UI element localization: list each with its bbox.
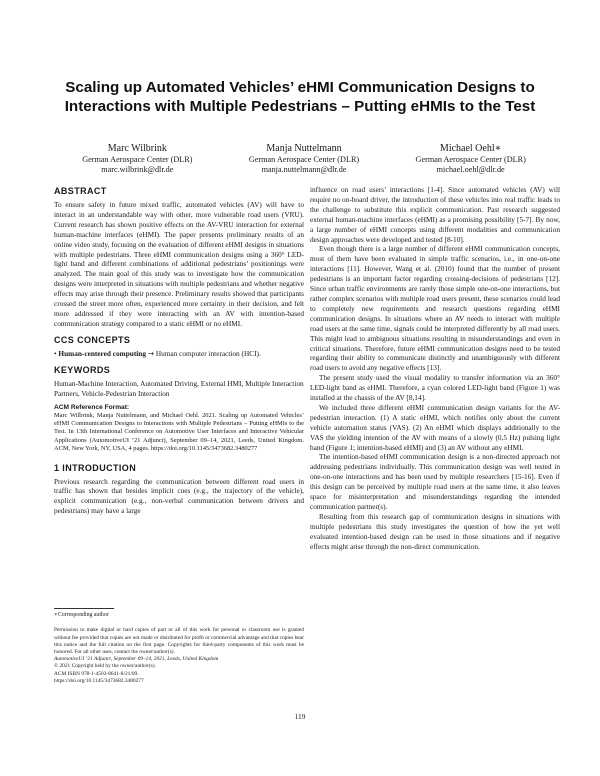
left-column xyxy=(54,186,304,516)
keywords-text: Human-Machine Interaction, Automated Driving, External HMI, Multiple Interaction Partners, Vehicle-Pedestrian Interaction xyxy=(54,378,304,398)
author-3 xyxy=(387,143,554,176)
author-name: Manja Nuttelmann xyxy=(266,143,342,154)
intro-paragraph-2: Even though there is a large number of different eHMI communication concepts, most of them have been evaluated in simple traffic scenarios, i.e., in one-on-one interactions [11]. However, Wang et al. (2010) found that the number of present pedestrians is an important factor regarding crossing-decisions of pedestrians [12]. Since urban traffic environments are rarely those simple one-on-one interactions, but rather complex scenarios with multiple road users present, these scenarios could lead to completely new requirements and research questions regarding eHMI communication designs. In situations where an AV needs to interact with multiple road users at the same time, signals could be interpreted differently by all road users. This might lead to ambiguous situations resulting in misunderstandings and even in critical situations. Therefore, future eHMI communication designs need to be tested regarding their ability to communicate distinctly and unambiguously with different road users to avoid any negative effects [13]. xyxy=(310,244,560,373)
author-email[interactable]: marc.wilbrink@dlr.de xyxy=(101,165,174,175)
author-name: Marc Wilbrink xyxy=(107,143,167,154)
intro-paragraph-5: The intention-based eHMI communication design is a non-directed approach not addressing pedestrians individually. This communication design was well tested in one-on-one interactions and has been used by multiple researchers [15-16]. Even if this design can be perceived by multiple road users at the same time, it also leaves space for misinterpretation and misunderstandings regarding the intended communication partner(s). xyxy=(310,452,560,511)
author-block xyxy=(54,143,554,176)
ccs-bullet: • xyxy=(54,348,57,358)
ccs-heading: CCS CONCEPTS xyxy=(54,334,131,345)
introduction-heading: 1 INTRODUCTION xyxy=(54,462,137,473)
author-affiliation: German Aerospace Center (DLR) xyxy=(248,155,360,164)
intro-paragraph-6: Resulting from this research gap of communication designs in situations with multiple pedestrians this study investigates the question of how the yet well evaluated intention-based design can be used in those situations and if negative effects might arise through the non-direct communication. xyxy=(310,511,560,551)
footnote-block xyxy=(54,608,304,685)
abstract-text: To ensure safety in future mixed traffic, automated vehicles (AV) will have to interact in an understandable way with other, more vulnerable road users (VRU). Current research has shown positive effects on the AV-VRU interaction for external human-machine interfaces (eHMI). The paper presents preliminary results of an online video study, focusing on the evaluation of different eHMI designs in situations with multiple pedestrians. Three eHMI communication designs using a 360° LED-light band and different combinations of additional pedestrians’ positionings were analyzed. The main goal of this study was to investigate how the communication designs were interpreted in situations with multiple pedestrians and whether negative effects may arise through their presence. Preliminary results showed that participants crossed the street more often, experienced more certainty in their decision, and felt more addressed if they were interacting with an AV with intention-based communication strategy compared to a static eHMI or no eHMI. xyxy=(54,200,304,328)
page-number: 119 xyxy=(294,712,306,721)
ccs-concepts xyxy=(54,349,304,359)
conference-line: AutomotiveUI ’21 Adjunct, September 09–14, 2021, Leeds, United Kingdom xyxy=(54,656,219,663)
author-email[interactable]: michael.oehl@dlr.de xyxy=(436,165,505,175)
intro-paragraph-1b: influence on road users’ interactions [1-4]. Since automated vehicles (AV) will require no on-board driver, the introduction of these vehicles into real traffic leads to the challenge to substitute this explicit communication. Past research suggested external human-machine interfaces (eHMI) as a promising possibility [5-7]. By now, a large number of eHMI concepts using different modalities and communication design approaches were developed and tested [8-10]. xyxy=(310,185,560,244)
footnote-rule xyxy=(54,608,114,609)
keywords-heading: KEYWORDS xyxy=(54,364,111,375)
right-column xyxy=(310,185,560,552)
ccs-arrow: → xyxy=(147,348,154,358)
reference-format-heading: ACM Reference Format: xyxy=(54,403,130,411)
paper-title: Scaling up Automated Vehicles’ eHMI Communication Designs to Interactions with Multiple Pedestrians – Putting eHMIs to the Test xyxy=(64,79,536,115)
copyright-line: © 2021 Copyright held by the owner/author(s). xyxy=(54,663,156,670)
ccs-rest: Human computer interaction (HCI). xyxy=(155,348,261,358)
author-2 xyxy=(221,143,388,176)
intro-paragraph-3: The present study used the visual modality to transfer information via an 360° LED-light band as eHMI. Therefore, a cyan colored LED-light band (Figure 1) was installed at the chassis of the AV [8,14]. xyxy=(310,373,560,403)
author-email[interactable]: manja.nuttelmann@dlr.de xyxy=(261,165,347,175)
isbn-line: ACM ISBN 978-1-4503-8641-8/21/09. xyxy=(54,670,139,677)
author-affiliation: German Aerospace Center (DLR) xyxy=(415,155,526,164)
ccs-concept: Human-centered computing xyxy=(58,348,147,358)
intro-paragraph-4: We included three different eHMI communication design variants for the AV-pedestrian interaction. (1) A static eHMI, which notifies only about the current vehicle automation status (VAS). (2) An eHMI which displays additionally to the VAS the yielding intention of the AV with means of a slowly (0,5 Hz) pulsing light band (Figure 1; intention-based eHMI) and (3) an AV without any eHMI. xyxy=(310,402,560,452)
doi-link[interactable]: https://doi.org/10.1145/3473682.3480277 xyxy=(54,677,144,684)
abstract-heading: ABSTRACT xyxy=(54,186,107,196)
author-name: Michael Oehl∗ xyxy=(439,143,502,154)
reference-format-text: Marc Wilbrink, Manja Nuttelmann, and Michael Oehl. 2021. Scaling up Automated Vehicles’ eHMI Communication Designs to Interactions with Multiple Pedestrians – Putting eHMIs to the Test. In 13th International Conference on Automotive User Interfaces and Interactive Vehicular Applications (AutomotiveUI ’21 Adjunct), September 09–14, 2021, Leeds, United Kingdom. ACM, New York, NY, USA, 4 pages. https://doi.org/10.1145/3473682.3480277 xyxy=(54,411,304,453)
permission-notice: Permission to make digital or hard copies of part or all of this work for personal or classroom use is granted without fee provided that copies are not made or distributed for profit or commercial advantage and that copies bear this notice and the full citation on the first page. Copyrights for third-party components of this work must be honored. For all other uses, contact the owner/author(s). xyxy=(54,627,304,656)
author-1 xyxy=(54,143,221,176)
author-affiliation: German Aerospace Center (DLR) xyxy=(82,155,193,164)
intro-paragraph-1a: Previous research regarding the communication between different road users in traffic has shown that besides implicit cues (e.g., the trajectory of the vehicle), explicit communication (e.g., non-verbal communication between drivers and pedestrians) may have a large xyxy=(54,476,304,516)
footnote-text: ∗Corresponding author xyxy=(54,612,109,618)
